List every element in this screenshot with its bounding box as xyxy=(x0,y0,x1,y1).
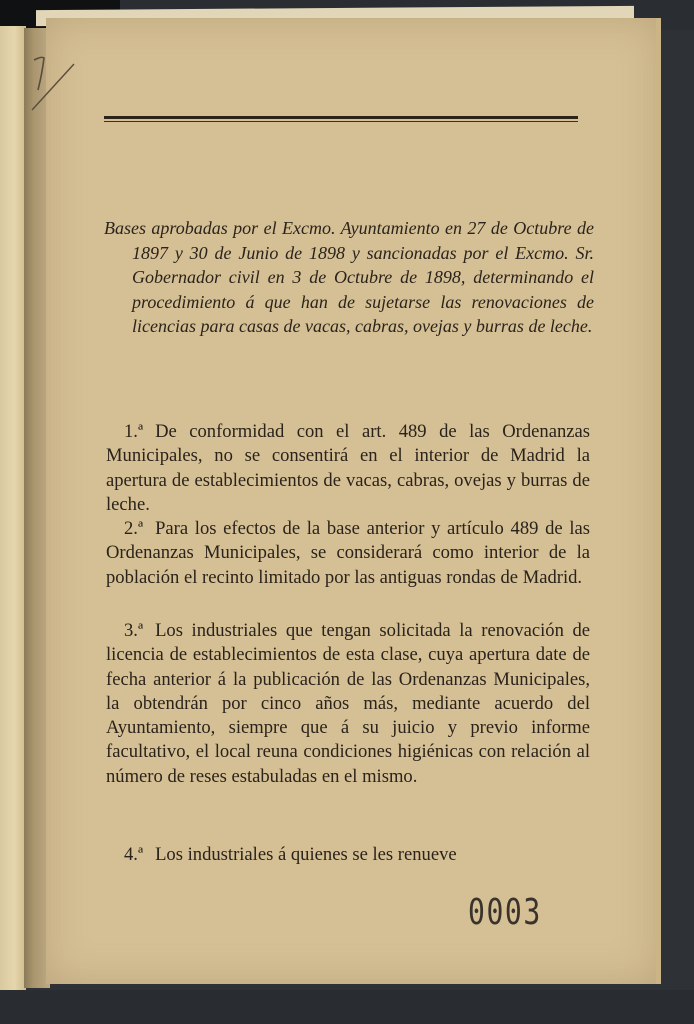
article-number: 2.ª xyxy=(124,518,144,539)
article-number: 1.ª xyxy=(124,421,144,442)
article-4 xyxy=(106,843,590,867)
previous-page-edge xyxy=(0,26,26,990)
article-text: Para los efectos de la base anterior y artículo 489 de las Ordenanzas Municipales, se considerará como interior de la población el recinto limitado por las antiguas rondas de Madrid. xyxy=(106,518,590,588)
header-rule xyxy=(104,116,578,123)
article-text: Los industriales á quienes se les renueve xyxy=(155,844,457,865)
page-number-stamp: 0003 xyxy=(468,892,542,933)
article-text: De conformidad con el art. 489 de las Ordenanzas Municipales, no se consentirá en el interior de Madrid la apertura de establecimientos de vacas, cabras, ovejas y burras de leche. xyxy=(106,421,590,515)
article-number: 3.ª xyxy=(124,620,144,641)
intro-heading: Bases aprobadas por el Excmo. Ayuntamiento en 27 de Octubre de 1897 y 30 de Junio de 1898 y sancionadas por el Excmo. Sr. Gobernador civil en 3 de Octubre de 1898, determinando el procedimiento á que han de sujetarse las renovaciones de licencias para casas de vacas, cabras, ovejas y burras de leche. xyxy=(104,218,594,336)
article-number: 4.ª xyxy=(124,844,144,865)
article-1 xyxy=(106,420,590,517)
scan-background-bottom xyxy=(0,990,694,1024)
page-right-edge xyxy=(656,18,661,984)
pencil-mark-icon xyxy=(30,44,78,114)
article-2 xyxy=(106,517,590,590)
article-text: Los industriales que tengan solicitada la renovación de licencia de establecimientos de esta clase, cuya apertura date de fecha anterior á la publicación de las Ordenanzas Municipales, la obtendrán por cinco años más, mediante acuerdo del Ayuntamiento, siempre que á su juicio y previo informe facultativo, el local reuna condiciones higiénicas con relación al número de reses estabuladas en el mismo. xyxy=(106,620,590,787)
article-3 xyxy=(106,619,590,789)
